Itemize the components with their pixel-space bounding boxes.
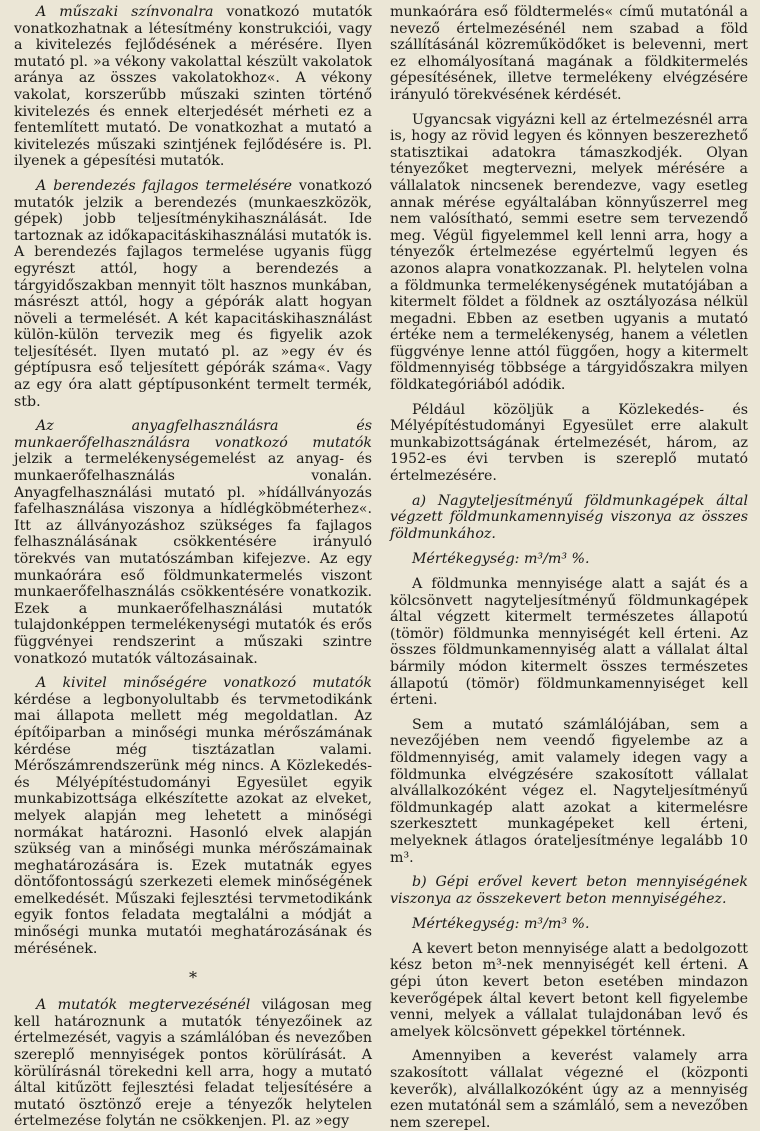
paragraph-earthwork-exclusion: Sem a mutató számlálójában, sem a nevezőjében nem veendő figyelembe az a földmennyiség, amit valamely idegen vagy a földmunka elvégzésére szakosított vállalat alvállalkozóként végez el. Nagyteljesítményű földmunkagép alatt azokat a kitermelésre szerkesztett munkagépeket kell érteni, melyeknek átlagos órateljesítménye legalább 10 m³. xyxy=(390,716,748,866)
paragraph-earthwork-quantity: A földmunka mennyisége alatt a saját és a kölcsönvett nagyteljesítményű földmunkagépek által végzett kitermelt természetes állapotú (tömör) földmunka mennyiségét kell érteni. Az összes földmunkamennyiség alatt a vállalat által bármily módon kitermelt összes természetes állapotú (tömör) földmunkamennyiséget kell érteni. xyxy=(390,576,748,709)
indicator-a-unit: Mértékegység: m³/m³ %. xyxy=(412,551,590,568)
paragraph-material-labor xyxy=(14,418,372,667)
indicator-a-heading: a) Nagyteljesítményű földmunkagépek által végzett földmunkamennyiség viszonya az összes földmunkához. xyxy=(390,492,748,542)
paragraph-concrete-quantity: A kevert beton mennyisége alatt a bedolgozott kész beton m³-nek mennyiségét kell érteni. A gépi úton kevert beton esetében mindazon keverőgépek által kevert betont kell figyelembe venni, melyek a vállalat tulajdonában levő és amelyek kölcsönvett gépekkel történnek. xyxy=(390,940,748,1040)
paragraph-text: kérdése a legbonyolultabb és tervmetodikánk mai állapota mellett még megoldatlan. Az építőiparban a minőségi munka mérőszámának kérdése még tisztázatlan valami. Mérőszámrendszerünk még nincs. A Közlekedés- és Mélyépítéstudományi Egyesület egyik munkabizottsága elkészítette azokat az elveket, melyek alapján meg lehetett a minőségi normákat határozni. Hasonló elvek alapján szükség van a minőségi munka mérőszámainak meghatározására is. Ezek mutatnák egyes döntőfontosságú szerkezeti elemek minőségének emelkedését. Műszaki fejlesztési tervmetodikánk egyik fontos feladata megtalálni a módját a minőségi munka mutatói meghatározásának és mérésének. xyxy=(14,691,372,957)
section-separator: * xyxy=(189,968,197,988)
paragraph-text: világosan meg kell határoznunk a mutatók tényezőinek az értelmezését, vagyis a számlálóban és nevezőben szereplő mennyiségek pontos körülírását. A körülírásnál törekedni kell arra, hogy a mutató által kitűzött fejlesztési feladat teljesítésére a mutató ösztönző ereje a tényezők helytelen értelmezése folytán ne csökkenjen. Pl. az »egy xyxy=(14,997,373,1130)
paragraph-quality xyxy=(14,675,372,957)
indicator-b-heading: b) Gépi erővel kevert beton mennyiségének viszonya az összekevert beton mennyiségéhez. xyxy=(390,874,748,907)
right-column xyxy=(390,4,748,1131)
term-equipment-output: A berendezés fajlagos termelésére xyxy=(36,177,293,194)
indicator-b-unit: Mértékegység: m³/m³ %. xyxy=(412,916,590,933)
term-material-labor: Az anyagfelhasználásra és munkaerőfelhasználásra vonatkozó mutatók xyxy=(14,418,372,451)
paragraph-continuation: munkaórára eső földtermelés« című mutatónál a nevező értelmezésénél nem szabad a föld szállításánál közreműködőket is belevenni, mert ez elhomályosítaná magának a földkitermelés gépesítésének, illetve termelékeny elvégzésére irányuló törekvésének kérdését. xyxy=(390,4,748,103)
paragraph-concrete-subcontract: Amennyiben a keverést valamely arra szakosított vállalat végezné el (központi keverők), alvállalkozóként úgy az a mennyiség ezen mutatónál sem a számláló, sem a nevezőben nem szerepel. xyxy=(390,1048,748,1131)
left-column xyxy=(14,4,373,1130)
paragraph-text: jelzik a termelékenységemelést az anyag- és munkaerőfelhasználás vonalán. Anyagfelhasználási mutató pl. »hídállványozás fafelhasználása viszonya a hídlégköbméterhez«. Itt az állványozáshoz szükséges fa fajlagos felhasználásának csökkentésére irányuló törekvés van mutatószámban kifejezve. Az egy munkaórára eső földmunkatermelés viszont munkaerőfelhasználás csökkentésére vonatkozik. Ezek a munkaerőfelhasználási mutatók tulajdonképpen termelékenységi mutatók és erős függvényei rendszerint a műszaki szintre vonatkozó mutatók változásainak. xyxy=(14,451,372,667)
paragraph-interpretation: Ugyancsak vigyázni kell az értelmezésnél arra is, hogy az rövid legyen és könnyen beszerezhető statisztikai adatokra támaszkodjék. Olyan tényezőket megtervezni, melyek mérésére a vállalatok nincsenek berendezve, vagy esetleg annak mérése egyáltalában könnyűszerrel meg nem valósítható, semmi esetre sem tervezendő meg. Végül figyelemmel kell lenni arra, hogy a tényezők értelmezése egyértelmű legyen és azonos alapra vonatkozzanak. Pl. helytelen volna a földmunka termelékenységének mutatójában a kitermelt földet a földnek az osztályozása nélkül megadni. Ebben az esetben ugyanis a mutató értéke nem a termelékenység, hanem a véletlen függvénye lenne attól függően, hogy a kitermelt földmennyiség többsége a tárgyidőszakra milyen földkategóriából adódik. xyxy=(390,111,748,394)
paragraph-example-intro: Például közöljük a Közlekedés- és Mélyépítéstudományi Egyesület erre alakult munkabizottságának értelmezését, három, az 1952-es évi tervben is szereplő mutató értelmezésére. xyxy=(390,401,748,485)
paragraph-text: vonatkozó mutatók vonatkozhatnak a létesítmény konstrukciói, vagy a kivitelezés fejlődésének a mérésére. Ilyen mutató pl. »a vékony vakolattal készült vakolatok aránya az összes vakolatokhoz«. A vékony vakolat, korszerűbb műszaki szinten történő kivitelezés és ennek elterjedését mérheti ez a fentemlített mutató. De vonatkozhat a mutató a kivitelezés műszaki szintjének fejlődésére is. Pl. ilyenek a gépesítési mutatók. xyxy=(14,4,372,170)
paragraph-text: vonatkozó mutatók jelzik a berendezés (munkaeszközök, gépek) jobb teljesítménykihasználását. Ide tartoznak az időkapacitáskihasználási mutatók is. A berendezés fajlagos termelése ugyanis függ egyrészt attól, hogy a berendezés a tárgyidőszakban mennyit tölt hasznos munkában, másrészt attól, hogy a gépórák alatt hogyan növeli a termelését. A két kapacitáskihasználást külön-külön tervezik meg és figyelik azok teljesítését. Ilyen mutató pl. az »egy év és géptípusra eső teljesített gépórák száma«. Vagy az egy óra alatt géptípusonként termelt termék, stb. xyxy=(14,177,372,410)
term-quality: A kivitel minőségére vonatkozó mutatók xyxy=(36,675,372,692)
paragraph-equipment-output xyxy=(14,178,372,410)
paragraph-indicator-planning xyxy=(14,997,372,1130)
paragraph-technical-level xyxy=(14,4,372,170)
term-technical-level: A műszaki színvonalra xyxy=(36,4,214,20)
term-indicator-planning: A mutatók megtervezésénél xyxy=(36,997,251,1014)
